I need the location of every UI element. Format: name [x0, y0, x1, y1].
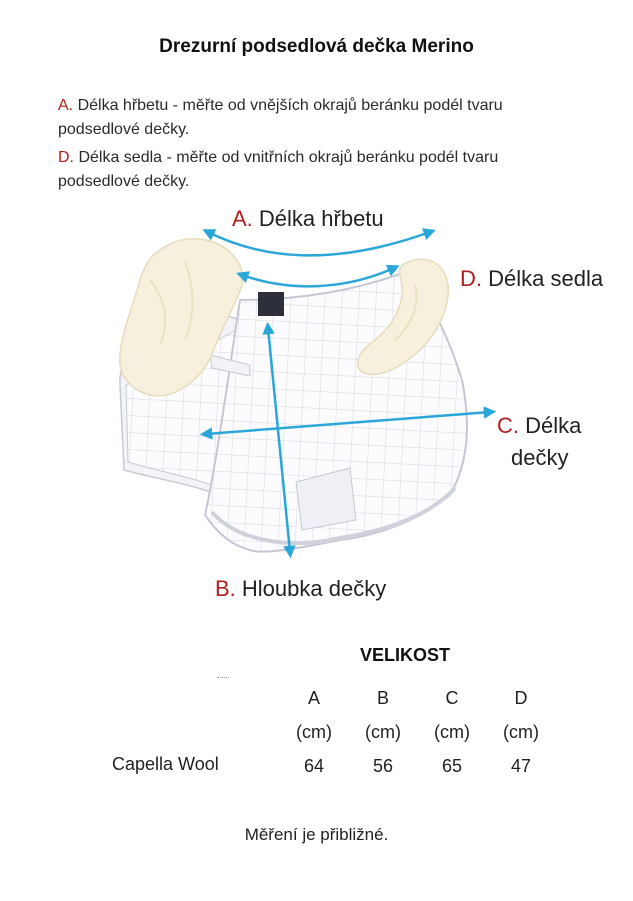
size-column-a	[284, 688, 344, 777]
brand-patch	[258, 292, 284, 316]
table-cell: 56	[372, 756, 394, 776]
column-letter: D	[514, 688, 528, 708]
description-d-letter: D.	[58, 149, 74, 166]
column-unit: (cm)	[365, 722, 401, 742]
column-unit: (cm)	[296, 722, 332, 742]
arrow-a	[208, 232, 430, 255]
label-b-text: Hloubka dečky	[235, 576, 387, 601]
divider-mark	[217, 677, 229, 680]
label-d-letter: D.	[460, 266, 482, 291]
page-title: Drezurní podsedlová dečka Merino	[159, 36, 474, 57]
label-pad-length	[497, 413, 581, 439]
description-d-text: Délka sedla - měřte od vnitřních okrajů beránku podél tvaru podsedlové dečky.	[58, 149, 499, 190]
description-a-text: Délka hřbetu - měřte od vnějších okrajů beránku podél tvaru podsedlové dečky.	[58, 97, 503, 138]
table-cell: 47	[510, 756, 532, 776]
label-a-text: Délka hřbetu	[252, 206, 384, 231]
size-column-b	[353, 688, 413, 777]
column-unit: (cm)	[503, 722, 539, 742]
label-b-letter: B.	[215, 576, 236, 601]
measurement-note: Měření je přibližné.	[244, 825, 389, 844]
description-d	[58, 146, 578, 194]
label-d-text: Délka sedla	[482, 266, 604, 291]
saddle-pad-diagram	[0, 195, 633, 625]
column-letter: B	[376, 688, 389, 708]
label-c-text: Délka	[519, 413, 582, 438]
table-cell: 65	[441, 756, 463, 776]
size-column-c	[422, 688, 482, 777]
size-column-d	[491, 688, 551, 777]
description-a	[58, 94, 578, 142]
description-a-letter: A.	[58, 97, 74, 114]
table-cell: 64	[303, 756, 325, 776]
label-c-letter: C.	[497, 413, 519, 438]
label-pad-length-line2: dečky	[511, 445, 569, 470]
label-saddle-length	[460, 266, 603, 292]
table-row-name: Capella Wool	[112, 754, 219, 774]
column-letter: A	[307, 688, 320, 708]
label-a-letter: A.	[232, 206, 253, 231]
label-back-length	[232, 206, 384, 232]
column-letter: C	[445, 688, 459, 708]
size-table-heading: VELIKOST	[360, 645, 451, 665]
label-pad-depth	[215, 576, 386, 602]
column-unit: (cm)	[434, 722, 470, 742]
